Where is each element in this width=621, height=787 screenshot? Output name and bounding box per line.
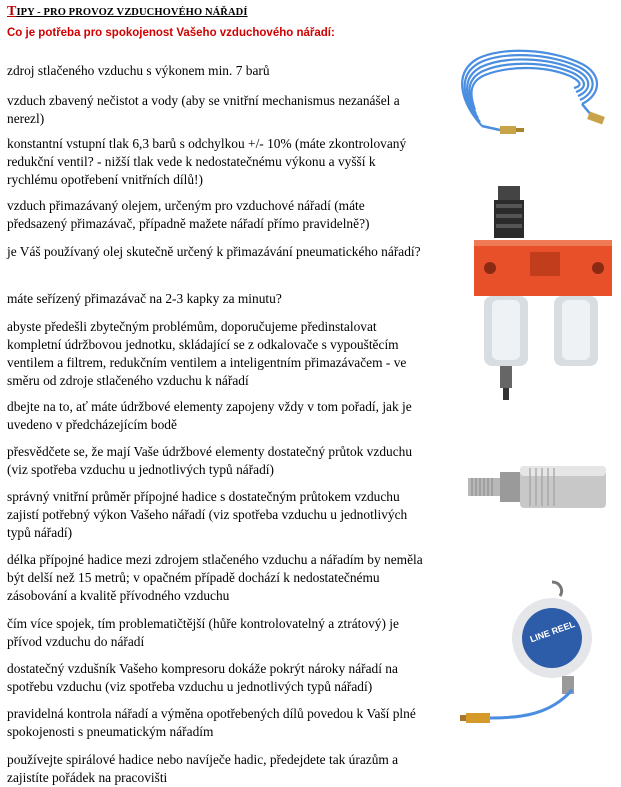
title-text: IPY - PRO PROVOZ VZDUCHOVÉHO NÁŘADÍ bbox=[16, 7, 248, 18]
tip-item: dbejte na to, ať máte údržbové elementy zapojeny vždy v tom pořadí, jak je uvedeno v předcházejícím bodě bbox=[7, 399, 412, 432]
tip-item: je Váš používaný olej skutečně určený k přimazávání pneumatického nářadí? bbox=[7, 244, 421, 259]
tip-item: vzduch zbavený nečistot a vody (aby se vnitřní mechanismus nezanášel a nerezl) bbox=[7, 93, 400, 126]
tip-item: konstantní vstupní tlak 6,3 barů s odchylkou +/- 10% (máte zkontrolovaný redukční ventil? - nižší tlak vede k nedostatečnému výkonu a vyšší k rychlému opotřebení vnitřních dílů!) bbox=[7, 136, 407, 187]
tip-item: máte seřízený přimazávač na 2-3 kapky za minutu? bbox=[7, 291, 282, 306]
tip-item: dostatečný vzdušník Vašeho kompresoru dokáže pokrýt nároky nářadí na spotřebu vzduchu (viz spotřeba vzduchu u jednotlivých typů nářadí) bbox=[7, 661, 398, 694]
reel-label: LINE REEL bbox=[528, 618, 577, 645]
tip-item: délka přípojné hadice mezi zdrojem stlačeného vzduchu a nářadím by neměla být delší než 15 metrů; v opačném případě dochází k nedostatečnému zásobování a kvalitě přívodného vzduchu bbox=[7, 552, 423, 603]
tip-item: přesvědčete se, že mají Vaše údržbové elementy dostatečný průtok vzduchu (viz spotřeba vzduchu u jednotlivých typů nářadí) bbox=[7, 444, 413, 477]
tip-item: používejte spirálové hadice nebo navíječe hadic, předejdete tak úrazům a zajistíte pořádek na pracovišti bbox=[7, 752, 399, 785]
title-initial: T bbox=[7, 4, 17, 19]
tip-item: čím více spojek, tím problematičtější (hůře kontrolovatelný a ztrátový) je přívod vzduchu do nářadí bbox=[7, 616, 399, 649]
tip-item: zdroj stlačeného vzduchu s výkonem min. 7 barů bbox=[7, 63, 270, 78]
quick-coupling-image bbox=[466, 458, 616, 516]
frl-unit-image bbox=[470, 182, 616, 404]
hose-reel-image bbox=[460, 580, 616, 730]
spiral-hose-image bbox=[442, 44, 612, 136]
tip-item: vzduch přimazávaný olejem, určeným pro vzduchové nářadí (máte předsazený přimazávač, případně mažete nářadí přímo pravidelně?) bbox=[7, 198, 370, 231]
tip-item: pravidelná kontrola nářadí a výměna opotřebených dílů povedou k Vaší plné spokojenosti s pneumatickým nářadím bbox=[7, 706, 416, 739]
page-subtitle: Co je potřeba pro spokojenost Vašeho vzduchového nářadí: bbox=[7, 27, 335, 39]
tip-item: abyste předešli zbytečným problémům, doporučujeme předinstalovat kompletní údržbovou jednotku, skládající se z odkalovače s vypouštěcím ventilem a filtrem, redukčním ventilem a inteligentním přimazávačem - ve směru od zdroje stlačeného vzduchu k nářadí bbox=[7, 319, 407, 388]
page-title bbox=[7, 4, 248, 20]
tip-item: správný vnitřní průměr přípojné hadice s dostatečným průtokem vzduchu zajistí potřebný výkon Vašeho nářadí (viz spotřeba vzduchu u jednotlivých typů nářadí) bbox=[7, 489, 408, 540]
